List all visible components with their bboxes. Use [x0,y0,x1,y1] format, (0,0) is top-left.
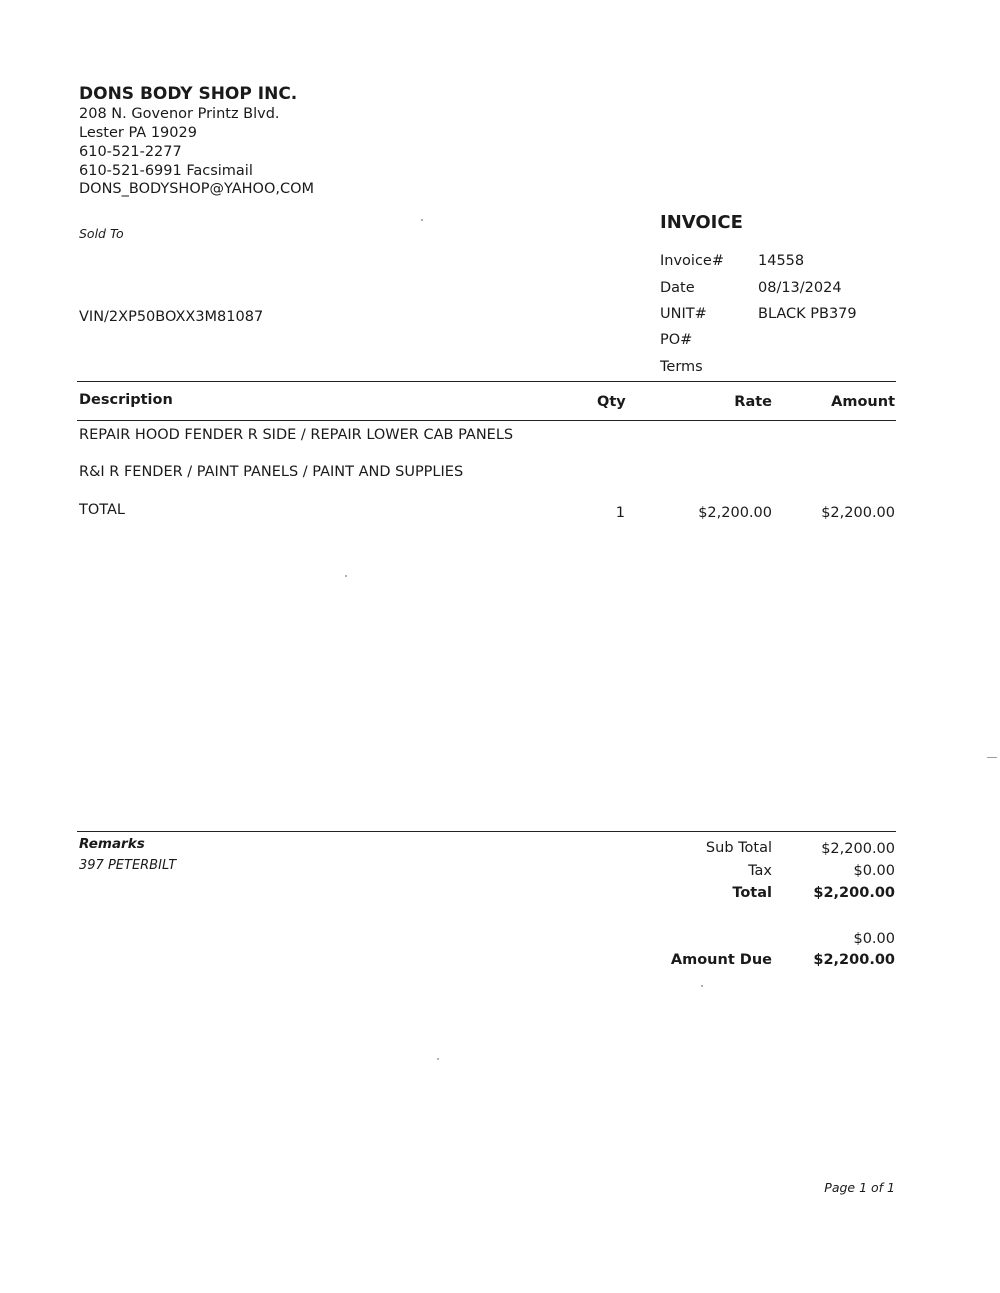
invoice-date-value: 08/13/2024 [758,280,842,296]
totals-rule [77,831,896,832]
header-description: Description [79,392,173,408]
table-top-rule [77,381,896,382]
row-description: R&I R FENDER / PAINT PANELS / PAINT AND SUPPLIES [79,464,464,480]
scan-speck [437,1058,439,1060]
tax-value: $0.00 [853,863,895,879]
scan-speck [701,985,703,987]
page-number: Page 1 of 1 [824,1180,895,1195]
scan-speck [987,757,997,758]
invoice-number-label: Invoice# [660,253,724,269]
remarks-text: 397 PETERBILT [79,858,177,873]
company-name: DONS BODY SHOP INC. [79,84,298,104]
company-address-street: 208 N. Govenor Printz Blvd. [79,106,280,122]
payments-value: $0.00 [853,931,895,947]
total-value: $2,200.00 [813,885,895,901]
subtotal-value: $2,200.00 [821,841,895,857]
header-rate: Rate [734,394,772,410]
row-amount: $2,200.00 [821,505,895,521]
row-description: REPAIR HOOD FENDER R SIDE / REPAIR LOWER CAB PANELS [79,427,514,443]
invoice-unit-value: BLACK PB379 [758,306,857,322]
table-header-rule [77,420,896,421]
sold-to-label: Sold To [79,226,124,241]
total-label: Total [732,885,772,901]
company-fax: 610-521-6991 Facsimail [79,163,253,179]
tax-label: Tax [748,863,772,879]
remarks-label: Remarks [79,836,145,852]
scan-speck [421,219,423,221]
company-address-city: Lester PA 19029 [79,125,197,141]
company-email: DONS_BODYSHOP@YAHOO,COM [79,181,315,197]
sold-to-vin: VIN/2XP50BOXX3M81087 [79,309,264,325]
invoice-po-label: PO# [660,332,693,348]
subtotal-label: Sub Total [705,840,772,856]
invoice-number-value: 14558 [758,253,805,269]
row-qty: 1 [615,505,625,521]
amount-due-label: Amount Due [670,952,772,968]
invoice-date-label: Date [660,280,695,296]
scan-speck [345,575,347,577]
amount-due-value: $2,200.00 [813,952,895,968]
company-phone: 610-521-2277 [79,144,182,160]
invoice-unit-label: UNIT# [660,306,707,322]
row-rate: $2,200.00 [698,505,772,521]
invoice-title: INVOICE [660,212,743,233]
header-amount: Amount [831,394,895,410]
invoice-terms-label: Terms [660,359,703,375]
header-qty: Qty [597,394,626,410]
row-description: TOTAL [79,502,125,518]
